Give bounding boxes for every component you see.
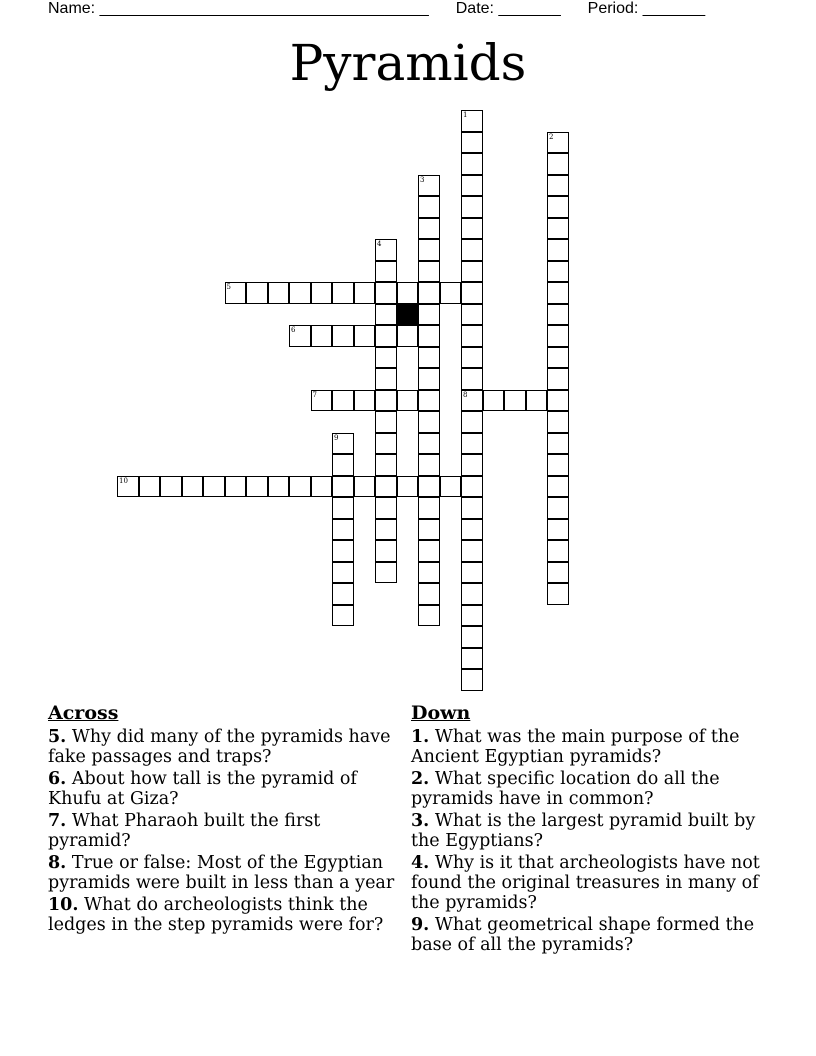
crossword-cell[interactable]	[246, 282, 268, 304]
crossword-cell[interactable]	[461, 132, 483, 154]
crossword-cell[interactable]	[547, 196, 569, 218]
crossword-cell[interactable]	[418, 605, 440, 627]
name-blank[interactable]: _____________________________________	[99, 0, 429, 17]
crossword-cell[interactable]	[461, 411, 483, 433]
crossword-cell[interactable]	[461, 454, 483, 476]
clue-text: Why did many of the pyramids have fake passages and traps?	[48, 727, 391, 767]
crossword-cell[interactable]	[332, 583, 354, 605]
across-clue	[48, 727, 398, 767]
crossword-cell[interactable]	[418, 411, 440, 433]
crossword-cell[interactable]	[418, 390, 440, 412]
crossword-cell[interactable]	[332, 519, 354, 541]
crossword-cell[interactable]	[182, 476, 204, 498]
clue-number: 4	[377, 240, 382, 248]
period-blank[interactable]: _______	[642, 0, 706, 17]
crossword-cell[interactable]	[547, 153, 569, 175]
date-blank[interactable]: _______	[498, 0, 561, 17]
crossword-cell[interactable]	[461, 540, 483, 562]
clue-number: 6	[291, 326, 296, 334]
crossword-cell[interactable]	[418, 368, 440, 390]
crossword-cell[interactable]	[418, 540, 440, 562]
crossword-cell[interactable]	[461, 347, 483, 369]
crossword-cell[interactable]	[547, 411, 569, 433]
clue-text: What do archeologists think the ledges in the step pyramids were for?	[48, 895, 384, 935]
crossword-cell[interactable]	[397, 282, 419, 304]
down-clue	[411, 915, 776, 955]
crossword-cell[interactable]	[547, 454, 569, 476]
clue-number-label: 2.	[411, 769, 430, 789]
clue-number-label: 6.	[48, 769, 67, 789]
crossword-cell[interactable]	[375, 433, 397, 455]
crossword-cell[interactable]	[418, 196, 440, 218]
crossword-cell[interactable]	[418, 239, 440, 261]
crossword-cell[interactable]	[375, 497, 397, 519]
crossword-cell[interactable]	[332, 325, 354, 347]
down-clue	[411, 853, 776, 913]
crossword-cell[interactable]	[311, 325, 333, 347]
down-clues	[411, 702, 776, 957]
clue-number-label: 9.	[411, 915, 430, 935]
crossword-cell[interactable]	[461, 218, 483, 240]
crossword-cell[interactable]	[418, 583, 440, 605]
crossword-cell[interactable]	[354, 325, 376, 347]
crossword-cell[interactable]	[461, 304, 483, 326]
clue-number-label: 10.	[48, 895, 79, 915]
crossword-cell[interactable]	[547, 218, 569, 240]
crossword-cell[interactable]	[461, 282, 483, 304]
crossword-cell[interactable]	[461, 476, 483, 498]
crossword-cell[interactable]	[268, 476, 290, 498]
crossword-cell[interactable]	[418, 304, 440, 326]
crossword-cell[interactable]	[375, 519, 397, 541]
crossword-cell[interactable]	[397, 325, 419, 347]
clue-number: 1	[463, 111, 468, 119]
crossword-cell[interactable]	[547, 562, 569, 584]
crossword-cell[interactable]	[418, 562, 440, 584]
crossword-cell[interactable]	[547, 583, 569, 605]
clue-number: 8	[463, 390, 468, 399]
crossword-cell[interactable]	[139, 476, 161, 498]
clue-number-label: 8.	[48, 853, 67, 873]
crossword-cell[interactable]	[461, 626, 483, 648]
crossword-cell[interactable]	[354, 390, 376, 412]
clue-number: 3	[420, 175, 425, 184]
clue-number-label: 1.	[411, 727, 430, 747]
clue-number-label: 7.	[48, 811, 67, 831]
crossword-cell[interactable]	[332, 497, 354, 519]
crossword-cell[interactable]	[311, 282, 333, 304]
down-clue	[411, 811, 776, 851]
crossword-cell[interactable]	[332, 282, 354, 304]
crossword-cell[interactable]	[375, 368, 397, 390]
across-clues	[48, 702, 398, 937]
crossword-cell[interactable]	[547, 261, 569, 283]
crossword-cell[interactable]	[461, 261, 483, 283]
crossword-cell[interactable]	[547, 540, 569, 562]
crossword-cell[interactable]	[547, 476, 569, 498]
crossword-cell[interactable]	[547, 347, 569, 369]
crossword-cell[interactable]	[332, 390, 354, 412]
crossword-cell[interactable]	[375, 347, 397, 369]
clue-text: What is the largest pyramid built by the Egyptians?	[411, 811, 756, 851]
crossword-cell[interactable]	[461, 605, 483, 627]
crossword-cell[interactable]	[547, 282, 569, 304]
crossword-cell[interactable]	[375, 476, 397, 498]
crossword-cell[interactable]	[440, 282, 462, 304]
crossword-cell[interactable]	[332, 562, 354, 584]
clue-text: Why is it that archeologists have not found the original treasures in many of the pyramids?	[411, 853, 760, 913]
crossword-cell[interactable]	[311, 476, 333, 498]
clue-text: What was the main purpose of the Ancient Egyptian pyramids?	[411, 727, 740, 767]
crossword-cell[interactable]	[375, 411, 397, 433]
clue-number: 9	[334, 433, 339, 442]
down-clue	[411, 769, 776, 809]
crossword-cell[interactable]	[418, 454, 440, 476]
crossword-cell[interactable]	[246, 476, 268, 498]
crossword-cell[interactable]	[375, 562, 397, 584]
crossword-cell[interactable]	[418, 261, 440, 283]
crossword-cell[interactable]	[418, 433, 440, 455]
crossword-cell[interactable]	[268, 282, 290, 304]
clue-text: What Pharaoh built the first pyramid?	[48, 811, 321, 851]
crossword-cell[interactable]	[375, 390, 397, 412]
crossword-cell[interactable]	[547, 175, 569, 197]
across-clue	[48, 769, 398, 809]
across-clue	[48, 895, 398, 935]
date-label: Date:	[455, 0, 494, 17]
crossword-cell[interactable]	[354, 282, 376, 304]
shaded-cell	[397, 304, 419, 326]
crossword-cell[interactable]	[375, 282, 397, 304]
clue-number: 7	[312, 390, 317, 399]
crossword-cell[interactable]	[289, 476, 311, 498]
crossword-cell[interactable]	[375, 325, 397, 347]
crossword-cell[interactable]	[547, 497, 569, 519]
clue-number-label: 4.	[411, 853, 430, 873]
page-title: Pyramids	[289, 34, 527, 92]
crossword-cell[interactable]	[418, 218, 440, 240]
crossword-cell[interactable]	[547, 519, 569, 541]
crossword-cell[interactable]	[397, 476, 419, 498]
clue-number-label: 5.	[48, 727, 67, 747]
crossword-cell[interactable]	[461, 648, 483, 670]
clue-text: True or false: Most of the Egyptian pyramids were built in less than a year	[48, 853, 395, 893]
crossword-cell[interactable]	[461, 433, 483, 455]
crossword-cell[interactable]	[547, 304, 569, 326]
crossword-cell[interactable]	[203, 476, 225, 498]
across-heading: Across	[48, 702, 119, 724]
crossword-cell[interactable]	[375, 304, 397, 326]
down-clue-list	[411, 727, 776, 955]
crossword-cell[interactable]	[547, 239, 569, 261]
down-clue	[411, 727, 776, 767]
clue-number: 5	[226, 283, 231, 291]
clue-number: 10	[119, 476, 128, 485]
crossword-cell[interactable]	[547, 390, 569, 412]
clue-text: What specific location do all the pyramids have in common?	[411, 769, 720, 809]
crossword-cell[interactable]	[461, 175, 483, 197]
crossword-cell[interactable]	[375, 261, 397, 283]
period-label: Period:	[587, 0, 639, 17]
crossword-cell[interactable]	[418, 519, 440, 541]
crossword-cell[interactable]	[483, 390, 505, 412]
crossword-cell[interactable]	[461, 583, 483, 605]
across-clue	[48, 853, 398, 893]
crossword-cell[interactable]	[375, 540, 397, 562]
crossword-cell[interactable]	[461, 196, 483, 218]
crossword-cell[interactable]	[440, 476, 462, 498]
crossword-cell[interactable]	[332, 540, 354, 562]
crossword-cell[interactable]	[418, 325, 440, 347]
across-clue	[48, 811, 398, 851]
crossword-cell[interactable]	[354, 476, 376, 498]
crossword-cell[interactable]	[461, 562, 483, 584]
crossword-cell[interactable]	[504, 390, 526, 412]
crossword-cell[interactable]	[461, 239, 483, 261]
crossword-cell[interactable]	[289, 282, 311, 304]
crossword-cell[interactable]	[461, 669, 483, 691]
crossword-cell[interactable]	[225, 476, 247, 498]
crossword-cell[interactable]	[332, 605, 354, 627]
crossword-cell[interactable]	[160, 476, 182, 498]
crossword-cell[interactable]	[547, 433, 569, 455]
crossword-cell[interactable]	[461, 368, 483, 390]
crossword-cell[interactable]	[461, 153, 483, 175]
clue-number: 2	[549, 132, 554, 141]
crossword-cell[interactable]	[461, 325, 483, 347]
crossword-cell[interactable]	[418, 497, 440, 519]
crossword-cell[interactable]	[332, 454, 354, 476]
crossword-cell[interactable]	[418, 347, 440, 369]
crossword-cell[interactable]	[526, 390, 548, 412]
crossword-cell[interactable]	[418, 476, 440, 498]
down-heading: Down	[411, 702, 471, 724]
name-label: Name:	[48, 0, 96, 17]
crossword-cell[interactable]	[461, 519, 483, 541]
crossword-cell[interactable]	[418, 282, 440, 304]
crossword-cell[interactable]	[547, 325, 569, 347]
crossword-cell[interactable]	[547, 368, 569, 390]
crossword-cell[interactable]	[375, 454, 397, 476]
clue-text: What geometrical shape formed the base of all the pyramids?	[411, 915, 755, 955]
crossword-cell[interactable]	[332, 476, 354, 498]
crossword-cell[interactable]	[397, 390, 419, 412]
crossword-cell[interactable]	[461, 497, 483, 519]
across-clue-list	[48, 727, 398, 935]
clue-number-label: 3.	[411, 811, 430, 831]
clue-text: About how tall is the pyramid of Khufu at Giza?	[48, 769, 357, 809]
